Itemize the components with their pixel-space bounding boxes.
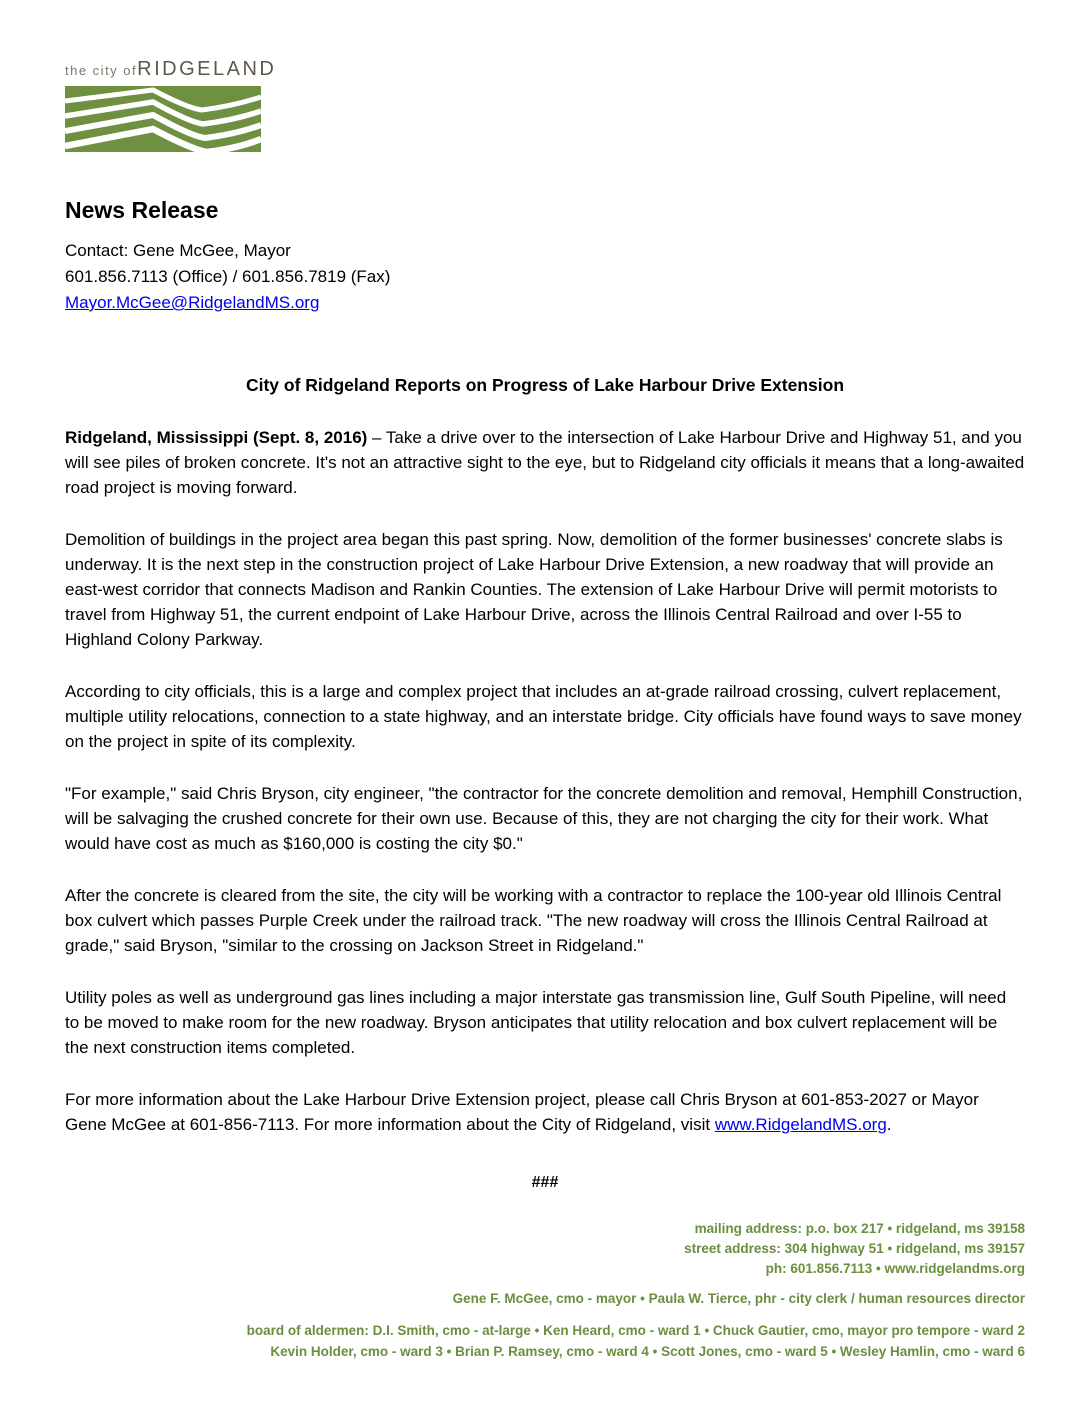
body-paragraph: Demolition of buildings in the project area began this past spring. Now, demolition of the former businesses' concrete slabs is underway. It is the next step in the construction project of Lake Harbour Drive Extension, a new roadway that will provide an east-west corridor that connects Madison and Rankin Counties. The extension of Lake Harbour Drive will permit motorists to travel from Highway 51, the current endpoint of Lake Harbour Drive, across the Illinois Central Railroad and over I-55 to Highland Colony Parkway.: [65, 530, 1003, 649]
footer-aldermen-block: [0, 1320, 1025, 1362]
body-paragraph: After the concrete is cleared from the site, the city will be working with a contractor to replace the 100-year old Illinois Central box culvert which passes Purple Creek under the railroad track. "The new roadway will cross the Illinois Central Railroad at grade," said Bryson, "similar to the crossing on Jackson Street in Ridgeland.": [65, 886, 1002, 955]
body-paragraph: According to city officials, this is a large and complex project that includes an at-grade railroad crossing, culvert replacement, multiple utility relocations, connection to a state highway, and an interstate bridge. City officials have found ways to save money on the project in spite of its complexity.: [65, 682, 1022, 751]
contact-phone-line: 601.856.7113 (Office) / 601.856.7819 (Fax): [65, 267, 391, 286]
article-body: [65, 373, 1025, 1195]
body-paragraph: Utility poles as well as underground gas lines including a major interstate gas transmission line, Gulf South Pipeline, will need to be moved to make room for the new roadway. Bryson anticipates that utility relocation and box culvert replacement will be the next construction items completed.: [65, 988, 1007, 1057]
footer-phone-website: ph: 601.856.7113 • www.ridgelandms.org: [765, 1261, 1025, 1276]
footer-address-block: [0, 1219, 1025, 1279]
body-paragraph: "For example," said Chris Bryson, city engineer, "the contractor for the concrete demolition and removal, Hemphill Construction, will be salvaging the crushed concrete for their own use. Because of this, they are not charging the city for their work. What would have cost as much as $160,000 is costing the city $0.": [65, 784, 1023, 853]
footer-aldermen-line-2: Kevin Holder, cmo - ward 3 • Brian P. Ramsey, cmo - ward 4 • Scott Jones, cmo - ward 5 • Wesley Hamlin, cmo - ward 6: [270, 1344, 1025, 1359]
logo-city-name: RIDGELAND: [137, 58, 277, 80]
closing-period: .: [886, 1115, 892, 1134]
closing-text: For more information about the Lake Harbour Drive Extension project, please call Chris Bryson at 601-853-2027 or Mayor Gene McGee at 601-856-7113. For more information about the City of Ridgeland, visit: [65, 1090, 979, 1134]
footer-mailing-address: mailing address: p.o. box 217 • ridgeland, ms 39158: [694, 1221, 1025, 1236]
contact-email-link[interactable]: Mayor.McGee@RidgelandMS.org: [65, 293, 320, 312]
website-link[interactable]: www.RidgelandMS.org: [714, 1115, 887, 1134]
news-release-heading: News Release: [65, 197, 219, 223]
dateline-rest: – Take a drive over to the intersection of Lake Harbour Drive and Highway 51, and you will see piles of broken concrete. It's not an attractive sight to the eye, but to Ridgeland city officials it means that a long-awaited road project is moving forward.: [65, 428, 1025, 497]
green-waves-icon: [65, 86, 261, 152]
footer-officials-line: Gene F. McGee, cmo - mayor • Paula W. Tierce, phr - city clerk / human resources director: [452, 1291, 1025, 1306]
dateline-paragraph: [65, 425, 1025, 500]
logo-wordmark: [65, 58, 277, 81]
end-of-release-mark: ###: [531, 1174, 559, 1191]
contact-name-line: Contact: Gene McGee, Mayor: [65, 241, 291, 260]
footer-aldermen-line-1: board of aldermen: D.I. Smith, cmo - at-large • Ken Heard, cmo - ward 1 • Chuck Gautier, cmo, mayor pro tempore - ward 2: [246, 1323, 1025, 1338]
dateline-bold: Ridgeland, Mississippi (Sept. 8, 2016): [65, 428, 368, 447]
article-title: City of Ridgeland Reports on Progress of Lake Harbour Drive Extension: [245, 375, 845, 395]
contact-block: [65, 238, 1024, 316]
logo-tagline: the city of: [65, 63, 138, 78]
closing-paragraph: [65, 1087, 1025, 1137]
letterhead-footer: [0, 1219, 1025, 1362]
city-of-ridgeland-logo: [65, 58, 277, 152]
footer-street-address: street address: 304 highway 51 • ridgeland, ms 39157: [684, 1241, 1025, 1256]
